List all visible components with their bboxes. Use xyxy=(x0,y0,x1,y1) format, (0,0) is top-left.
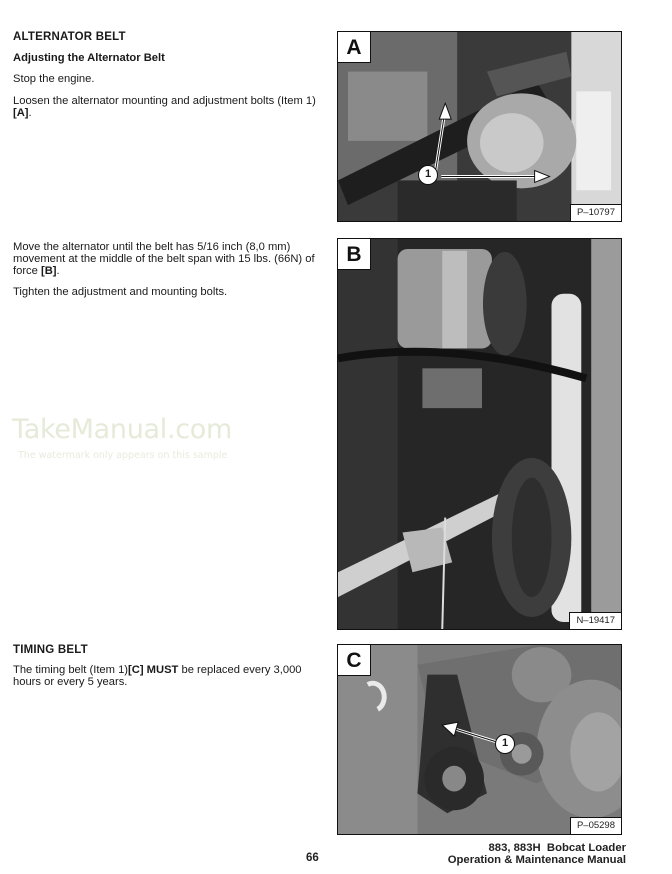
figure-ref-a: [A] xyxy=(13,107,29,119)
step-stop-engine: Stop the engine. xyxy=(13,73,95,85)
period: . xyxy=(56,265,60,277)
watermark-sub: The watermark only appears on this sample xyxy=(18,450,228,461)
watermark-main: TakeManual.com xyxy=(12,414,233,445)
figure-letter: C xyxy=(338,645,371,676)
figure-code: N–19417 xyxy=(569,612,621,629)
figure-b xyxy=(337,238,622,630)
figure-ref-c: [C] xyxy=(128,664,144,676)
model-line: 883, 883H Bobcat Loader xyxy=(488,842,626,854)
page-number: 66 xyxy=(306,852,319,864)
alternator-belt-heading: ALTERNATOR BELT xyxy=(13,31,126,43)
step-move-text: Move the alternator until the belt has 5/16 inch (8,0 mm) movement at the middle of the belt span with 15 lbs. (66N) of force xyxy=(13,241,315,277)
timing-belt-heading: TIMING BELT xyxy=(13,644,88,656)
step-loosen-text: Loosen the alternator mounting and adjustment bolts (Item 1) xyxy=(13,95,316,107)
figure-c xyxy=(337,644,622,835)
figure-letter: A xyxy=(338,32,371,63)
callout-item-1: 1 xyxy=(495,734,515,754)
belt-tension-photo xyxy=(338,239,621,629)
figure-ref-b: [B] xyxy=(40,265,57,277)
period: . xyxy=(28,107,32,119)
alternator-bolts-photo xyxy=(338,32,621,221)
figure-code: P–05298 xyxy=(570,817,621,834)
manual-title xyxy=(448,842,626,866)
step-move-alternator xyxy=(13,241,318,277)
manual-line: Operation & Maintenance Manual xyxy=(447,854,626,866)
timing-text-post: be replaced every 3,000 hours or every 5 years. xyxy=(13,664,302,688)
watermark xyxy=(12,414,242,461)
must-emphasis: MUST xyxy=(146,664,179,676)
timing-belt-photo xyxy=(338,645,621,834)
step-tighten-bolts: Tighten the adjustment and mounting bolts. xyxy=(13,286,228,298)
figure-a xyxy=(337,31,622,222)
step-loosen-bolts xyxy=(13,95,318,119)
timing-belt-text xyxy=(13,664,318,688)
callout-item-1: 1 xyxy=(418,165,438,185)
timing-text-pre: The timing belt (Item 1) xyxy=(13,664,129,676)
figure-letter: B xyxy=(338,239,371,270)
figure-code: P–10797 xyxy=(570,204,621,221)
adjusting-alternator-subheading: Adjusting the Alternator Belt xyxy=(13,52,165,64)
